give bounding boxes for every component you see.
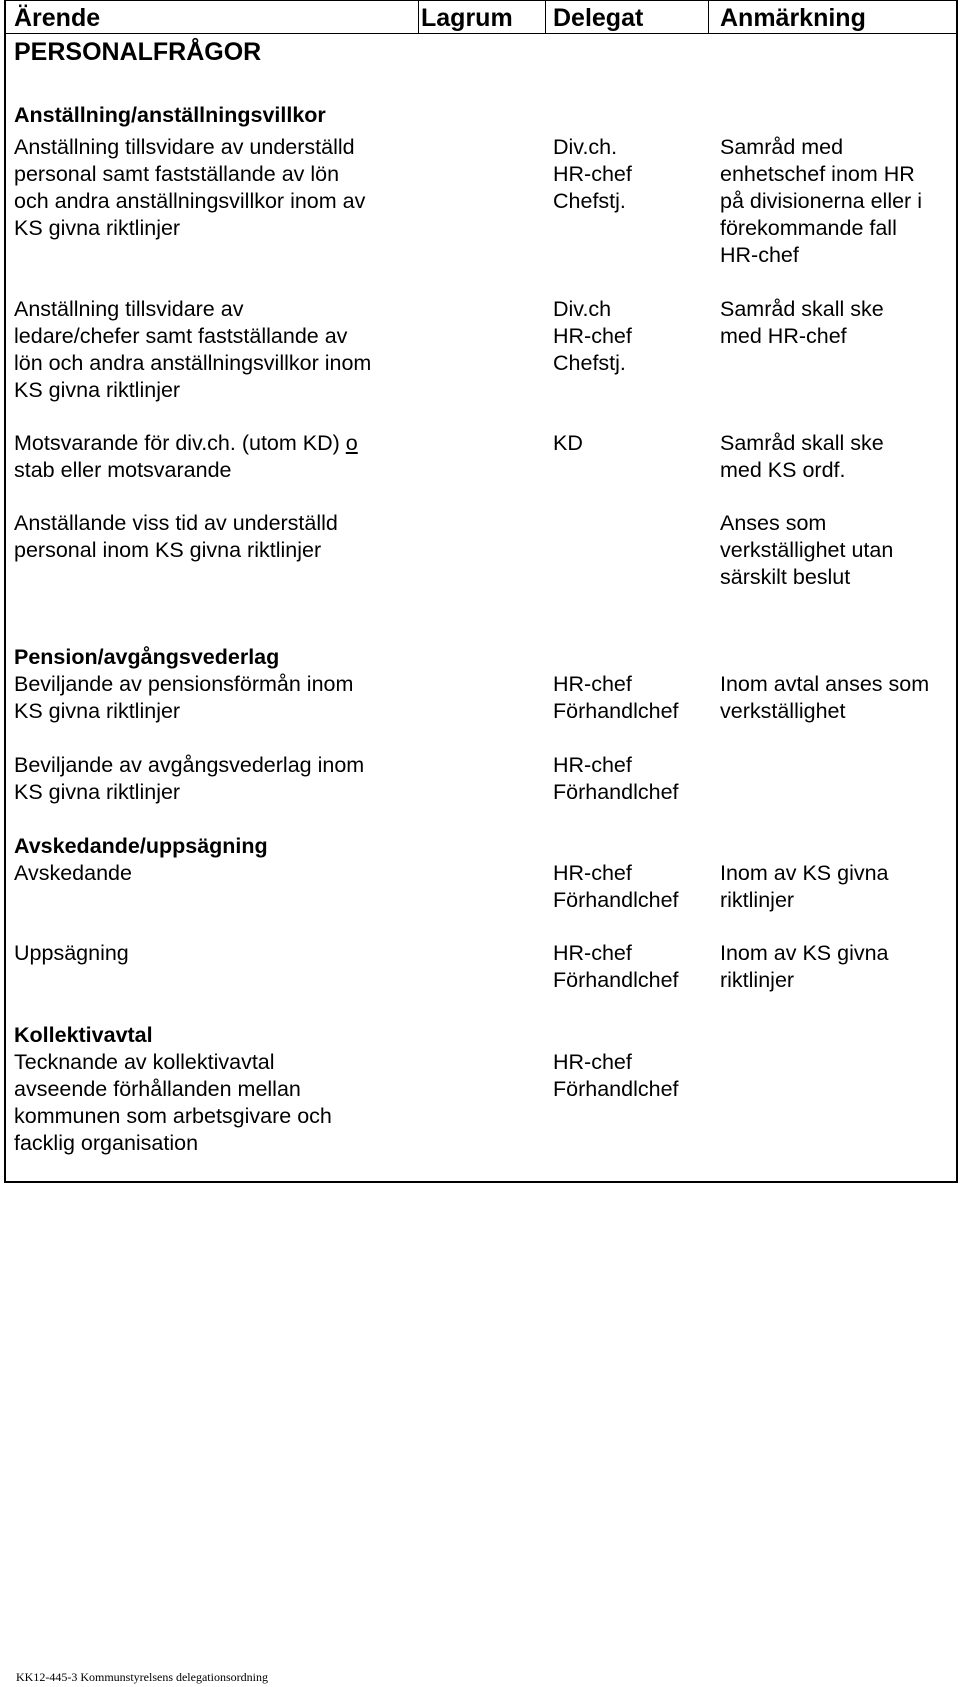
row-3-arende-line2: stab eller motsvarande xyxy=(14,458,232,482)
row-6-arende: Beviljande av avgångsvederlag inom KS givna riktlinjer xyxy=(14,753,365,804)
row-1-anmarkning: Samråd med enhetschef inom HR på divisionerna eller i förekommande fall HR-chef xyxy=(720,135,922,267)
row-3-anmarkning: Samråd skall ske med KS ordf. xyxy=(720,431,884,482)
header-arende: Ärende xyxy=(14,4,101,32)
row-2-delegat: Div.ch HR-chef Chefstj. xyxy=(553,297,632,375)
row-7-arende: Avskedande xyxy=(14,861,132,885)
row-5-arende: Beviljande av pensionsförmån inom KS givna riktlinjer xyxy=(14,672,354,723)
section-title: PERSONALFRÅGOR xyxy=(14,38,262,66)
group-heading-pension: Pension/avgångsvederlag xyxy=(14,645,280,669)
row-4-anmarkning: Anses som verkställighet utan särskilt beslut xyxy=(720,511,894,589)
row-7-anmarkning: Inom av KS givna riktlinjer xyxy=(720,861,889,912)
column-divider-lagrum xyxy=(545,0,546,33)
row-3-delegat: KD xyxy=(553,431,583,455)
group-heading-avskedande: Avskedande/uppsägning xyxy=(14,834,268,858)
column-divider-delegat xyxy=(708,0,709,33)
group-heading-anstallning: Anställning/anställningsvillkor xyxy=(14,103,326,127)
row-8-anmarkning: Inom av KS givna riktlinjer xyxy=(720,941,889,992)
row-8-delegat: HR-chef Förhandlchef xyxy=(553,941,679,992)
row-3-arende xyxy=(14,430,358,484)
header-anmarkning: Anmärkning xyxy=(720,4,866,32)
column-divider-arende xyxy=(418,0,419,33)
row-1-arende: Anställning tillsvidare av underställd personal samt fastställande av lön och andra anställningsvillkor inom av KS givna riktlinjer xyxy=(14,135,366,240)
header-delegat: Delegat xyxy=(553,4,644,32)
header-lagrum: Lagrum xyxy=(421,4,513,32)
row-3-arende-line1: Motsvarande för div.ch. (utom KD) xyxy=(14,431,346,455)
row-7-delegat: HR-chef Förhandlchef xyxy=(553,861,679,912)
page-footer: KK12-445-3 Kommunstyrelsens delegationsordning xyxy=(16,1670,268,1684)
row-2-anmarkning: Samråd skall ske med HR-chef xyxy=(720,297,884,348)
group-heading-kollektivavtal: Kollektivavtal xyxy=(14,1023,153,1047)
row-9-delegat: HR-chef Förhandlchef xyxy=(553,1050,679,1101)
row-9-arende: Tecknande av kollektivavtal avseende förhållanden mellan kommunen som arbetsgivare och facklig organisation xyxy=(14,1050,332,1155)
row-5-anmarkning: Inom avtal anses som verkställighet xyxy=(720,672,930,723)
row-1-delegat: Div.ch. HR-chef Chefstj. xyxy=(553,135,632,213)
row-4-arende: Anställande viss tid av underställd personal inom KS givna riktlinjer xyxy=(14,511,338,562)
row-3-arende-underlined: o xyxy=(345,431,358,455)
row-6-delegat: HR-chef Förhandlchef xyxy=(553,753,679,804)
row-2-arende: Anställning tillsvidare av ledare/chefer samt fastställande av lön och andra anställningsvillkor inom KS givna riktlinjer xyxy=(14,297,372,402)
table-top-border xyxy=(6,0,956,1)
row-8-arende: Uppsägning xyxy=(14,941,129,965)
row-5-delegat: HR-chef Förhandlchef xyxy=(553,672,679,723)
